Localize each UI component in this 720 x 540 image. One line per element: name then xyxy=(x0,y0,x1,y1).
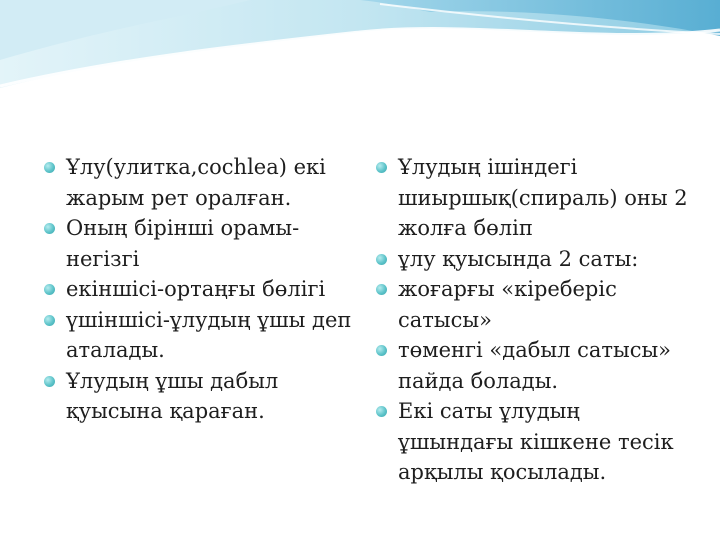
list-item-text: екіншісі-ортаңғы бөлігі xyxy=(66,277,326,301)
list-item-text: жоғарғы «кіреберіс сатысы» xyxy=(398,277,617,332)
list-item xyxy=(376,152,696,244)
list-item-text: төменгі «дабыл сатысы» пайда болады. xyxy=(398,338,672,393)
list-item-text: Оның бірінші орамы-негізгі xyxy=(66,216,300,271)
list-item-text: ұлу қуысында 2 саты: xyxy=(398,246,639,271)
right-column xyxy=(376,152,696,488)
header-wave-decoration xyxy=(0,0,720,120)
bullet-icon xyxy=(376,162,387,173)
bullet-icon xyxy=(44,162,55,173)
list-item-text: Екі саты ұлудың ұшындағы кішкене тесік арқылы қосылады. xyxy=(398,399,674,484)
bullet-icon xyxy=(376,345,387,356)
list-item xyxy=(44,213,364,274)
bullet-icon xyxy=(44,284,55,295)
left-column xyxy=(44,152,364,427)
list-item xyxy=(376,396,696,488)
bullet-icon xyxy=(44,223,55,234)
left-bullet-list xyxy=(44,152,364,427)
list-item-bold: Ұлу(улитка,cochlea) xyxy=(66,155,287,179)
list-item xyxy=(376,335,696,396)
bullet-icon xyxy=(44,376,55,387)
list-item-text: екі жарым рет оралған. xyxy=(66,155,326,210)
right-bullet-list xyxy=(376,152,696,488)
bullet-icon xyxy=(376,254,387,265)
bullet-icon xyxy=(376,406,387,417)
list-item xyxy=(376,244,696,275)
list-item xyxy=(44,274,364,305)
list-item-text: үшіншісі-ұлудың ұшы деп аталады. xyxy=(66,307,352,362)
list-item xyxy=(44,366,364,427)
list-item xyxy=(376,274,696,335)
list-item xyxy=(44,305,364,366)
list-item-text: Ұлудың ішіндегі шиыршық(спираль) оны 2 жолға бөліп xyxy=(398,155,688,240)
bullet-icon xyxy=(44,315,55,326)
list-item-text: Ұлудың ұшы дабыл қуысына қараған. xyxy=(66,368,279,423)
list-item xyxy=(44,152,364,213)
bullet-icon xyxy=(376,284,387,295)
